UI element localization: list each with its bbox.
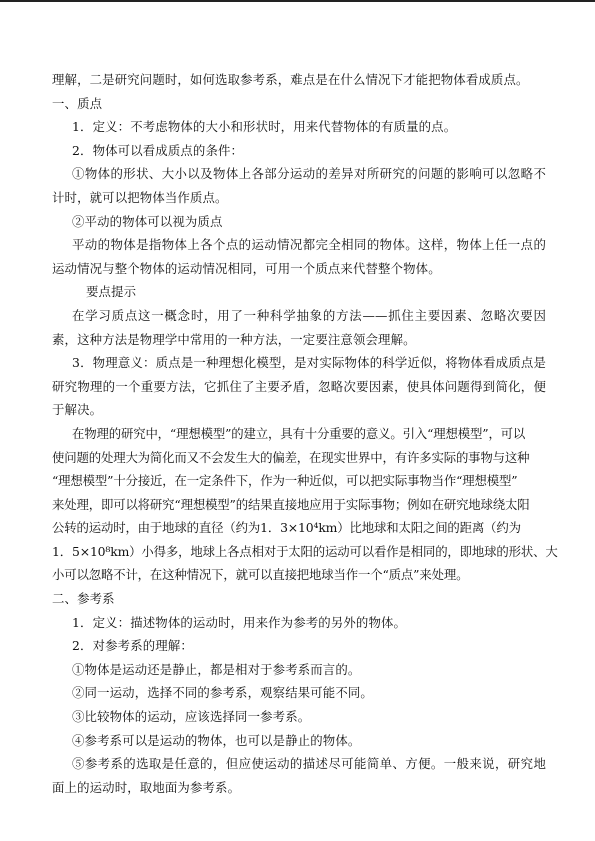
reference-frame-point-2: ②同一运动，选择不同的参考系，观察结果可能不同。 [72,685,373,701]
reference-frame-understanding-heading: 2．对参考系的理解： [72,638,193,654]
ideal-model-line: 公转的运动时，由于地球的直径（约为1．3×10⁴km）比地球和太阳之间的距离（约为 [52,520,521,536]
reference-frame-definition: 1．定义：描述物体的运动时，用来作为参考的另外的物体。 [72,614,407,630]
ideal-model-line: 在物理的研究中，“理想模型”的建立，具有十分重要的意义。引入“理想模型”，可以 [72,425,526,441]
reference-frame-point-3: ③比较物体的运动，应该选择同一参考系。 [72,709,311,725]
key-tips-body: 在学习质点这一概念时，用了一种科学抽象的方法——抓住主要因素、忽略次要因素，这种方法是物理学中常用的一种方法，一定要注意领会理解。 [52,307,546,347]
reference-frame-point-5: ⑤参考系的选取是任意的，但应使运动的描述尽可能简单、方便。一般来说，研究地面上的运动时，取地面为参考系。 [52,756,546,795]
intro-paragraph: 理解，二是研究问题时，如何选取参考系，难点是在什么情况下才能把物体看成质点。 [52,72,529,87]
ideal-model-line: 1．5×10⁸km）小得多，地球上各点相对于太阳的运动可以看作是相同的，即地球的形状、大 [52,543,558,559]
reference-frame-point-1: ①物体是运动还是静止，都是相对于参考系而言的。 [72,661,361,677]
ideal-model-line: 来处理，即可以将研究“理想模型”的结果直接地应用于实际事物；例如在研究地球绕太阳 [52,496,530,512]
ideal-model-line: “理想模型”十分接近，在一定条件下，作为一种近似，可以把实际事物当作“理想模型” [52,473,518,489]
reference-frame-point-4: ④参考系可以是运动的物体，也可以是静止的物体。 [72,732,361,748]
particle-conditions-heading: 2．物体可以看成质点的条件： [72,142,244,158]
ideal-model-paragraph [52,422,558,587]
particle-condition-2: ②平动的物体可以视为质点 [72,213,223,229]
page-top-border [0,0,595,2]
section-heading-reference-frame: 二、参考系 [52,591,115,607]
physical-meaning-paragraph: 3．物理意义：质点是一种理想化模型，是对实际物体的科学近似，将物体看成质点是研究物理的一个重要方法，它抓住了主要矛盾，忽略次要因素，使具体问题得到简化，便于解决。 [52,355,546,418]
translation-motion-detail: 平动的物体是指物体上各个点的运动情况都完全相同的物体。这样，物体上任一点的运动情况与整个物体的运动情况相同，可用一个质点来代替整个物体。 [52,237,546,276]
particle-condition-1: ①物体的形状、大小以及物体上各部分运动的差异对所研究的问题的影响可以忽略不计时，就可以把物体当作质点。 [52,166,546,205]
key-tips-heading: 要点提示 [86,284,137,300]
document-body [52,68,558,799]
ideal-model-line: 小可以忽略不计，在这种情况下，就可以直接把地球当作一个“质点”来处理。 [52,567,469,583]
particle-definition: 1．定义：不考虑物体的大小和形状时，用来代替物体的有质量的点。 [72,119,457,135]
ideal-model-line: 使问题的处理大为简化而又不会发生大的偏差，在现实世界中，有许多实际的事物与这种 [52,449,530,465]
section-heading-particle: 一、质点 [52,95,103,111]
